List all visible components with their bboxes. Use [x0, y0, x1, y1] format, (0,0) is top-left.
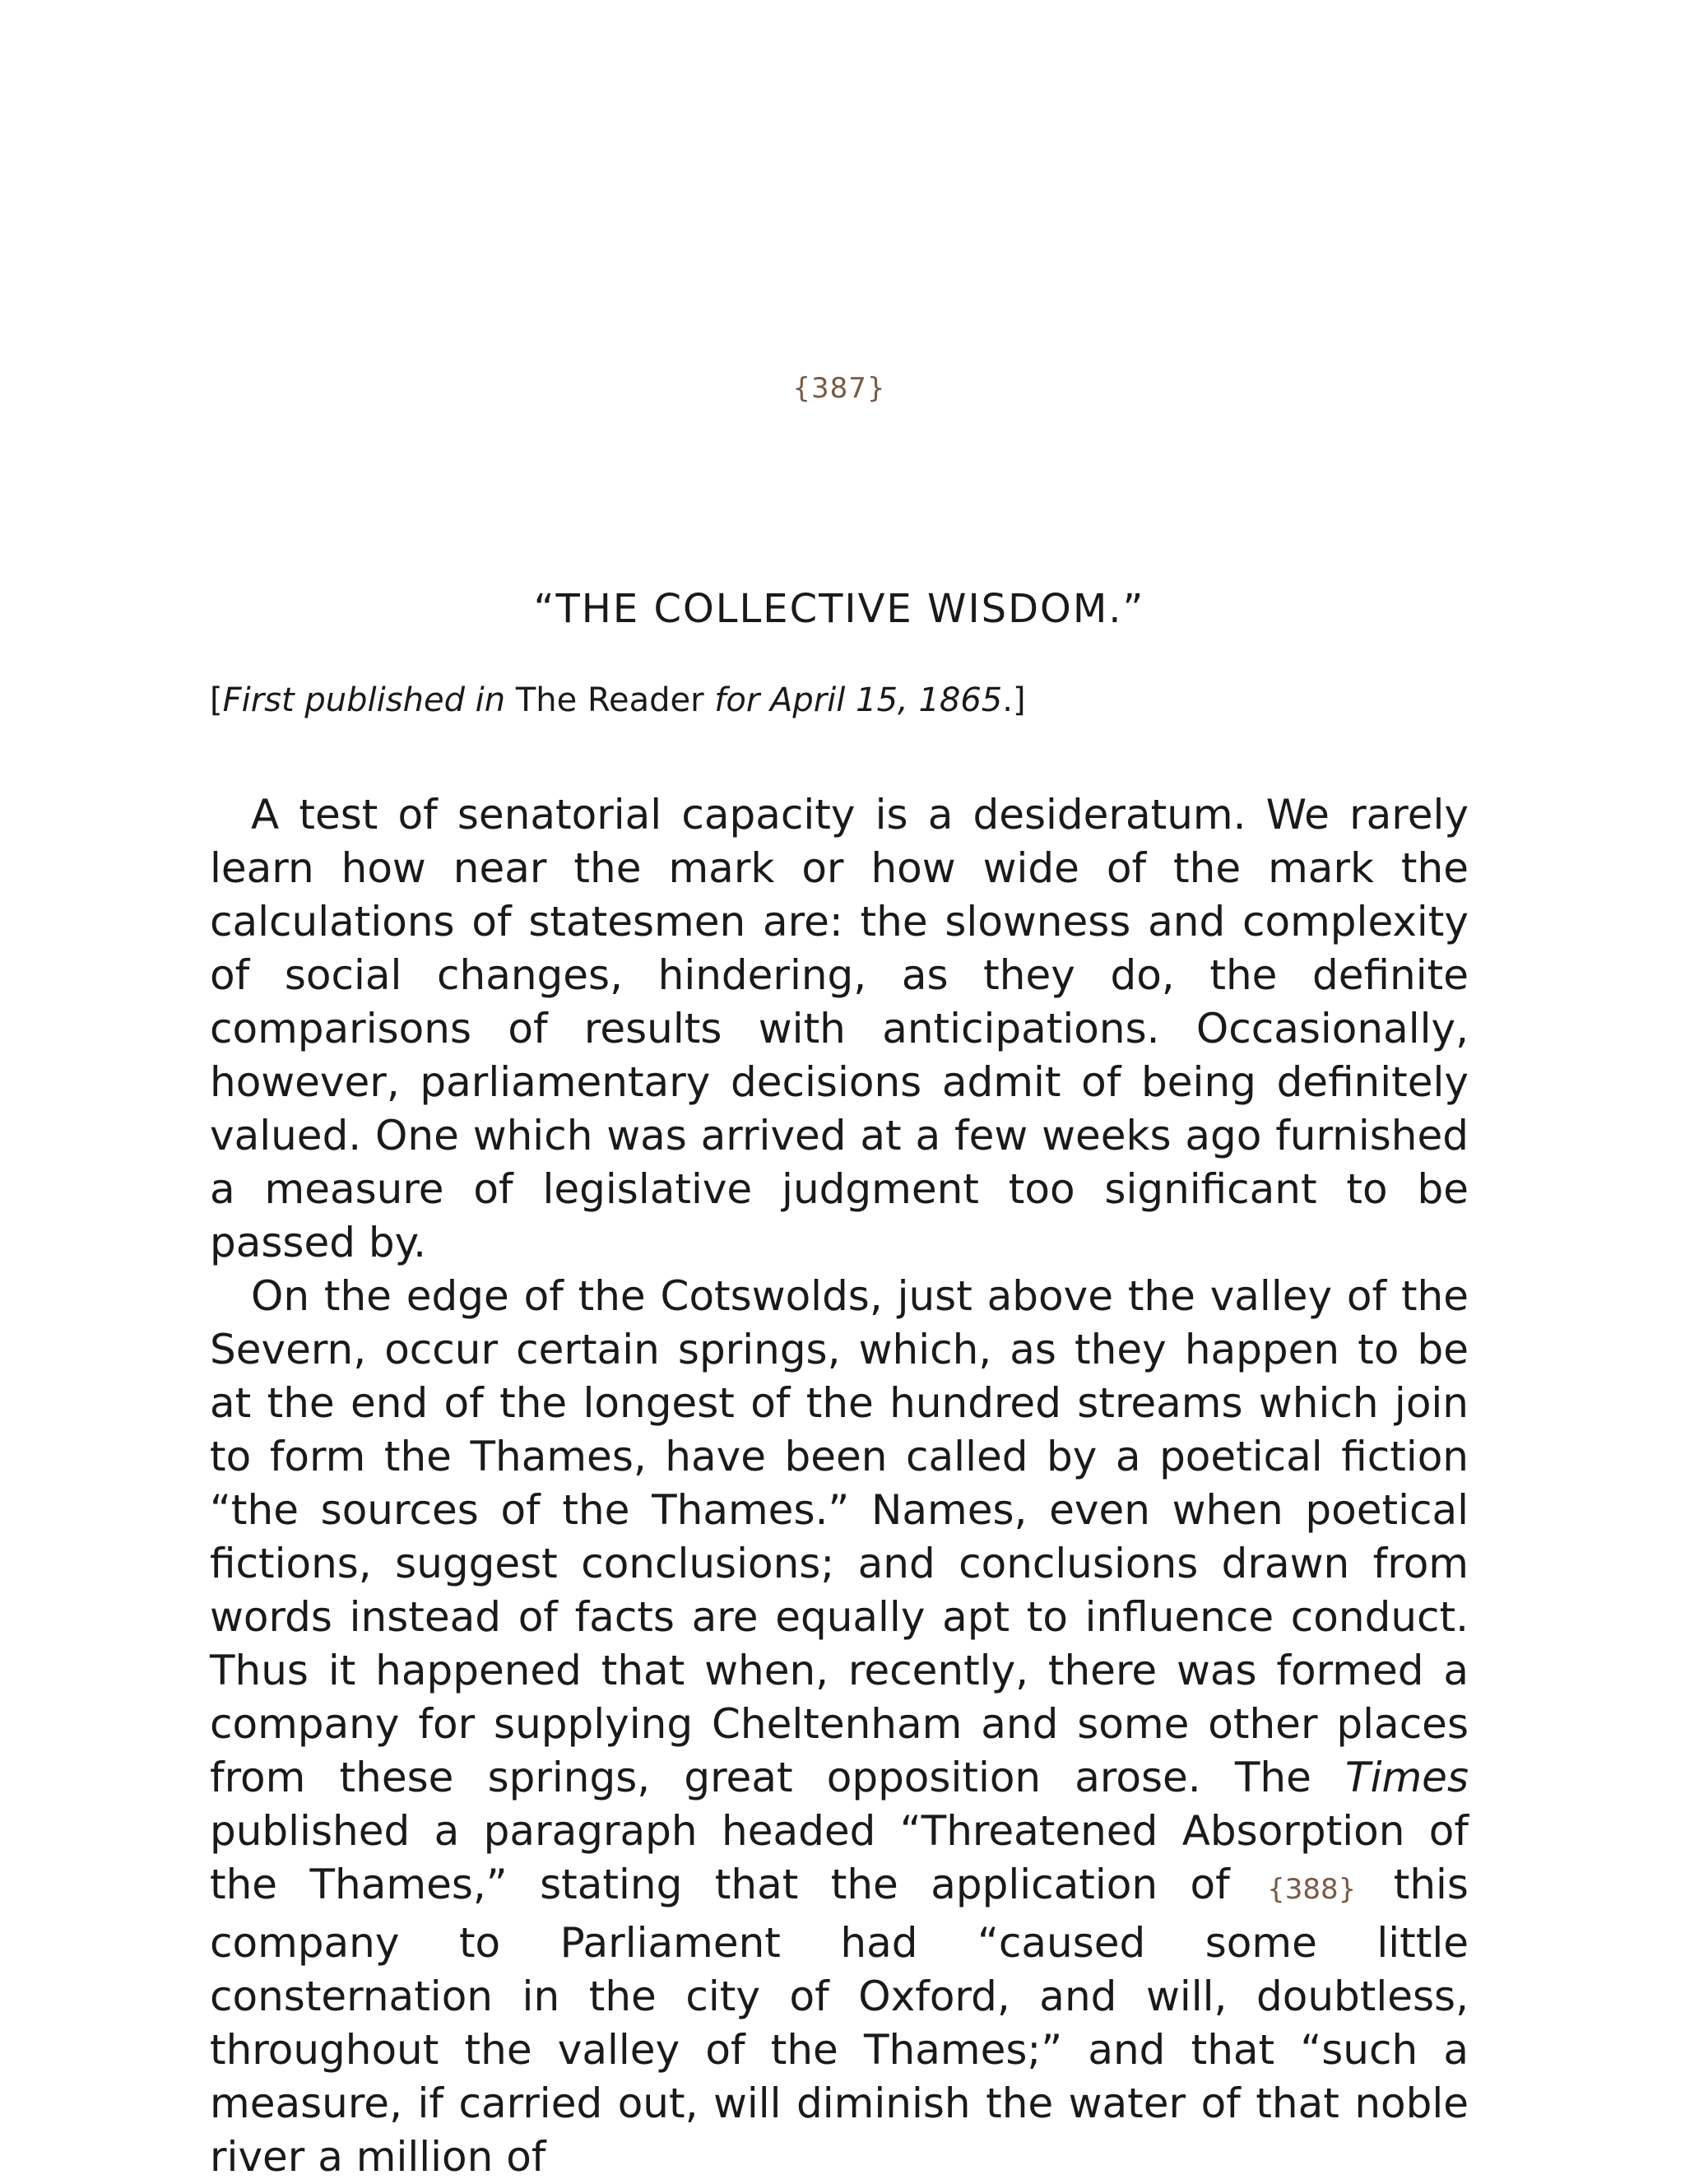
- pubnote-date: for April 15, 1865: [714, 681, 1003, 719]
- inline-page-number: {388}: [1267, 1873, 1357, 1906]
- paragraph-2: [210, 1270, 1469, 2184]
- paragraph-2-part-3: this company to Parliament had “caused some little consternation in the city of Oxford, and will, doubtless, throughout the valley of the Thames;” and that “such a measure, if carried out, will diminish the water of that noble river a million of: [210, 1861, 1469, 2181]
- paragraph-2-part-2: published a paragraph headed “Threatened Absorption of the Thames,” stating that the application of: [210, 1807, 1469, 1908]
- article-body: [210, 788, 1469, 2184]
- article-title: “THE COLLECTIVE WISDOM.”: [533, 586, 1145, 632]
- times-reference: Times: [1345, 1754, 1469, 1801]
- paragraph-2-part-1: On the edge of the Cotswolds, just above the valley of the Severn, occur certain springs, which, as they happen to be at the end of the longest of the hundred streams which join to form the Thames, have been called by a poetical fiction “the sources of the Thames.” Names, even when poetical fictions, suggest conclusions; and conclusions drawn from words instead of facts are equally apt to influence conduct. Thus it happened that when, recently, there was formed a company for supplying Cheltenham and some other places from these springs, great opposition arose. The: [210, 1272, 1469, 1801]
- page-number: {387}: [792, 372, 886, 405]
- pubnote-publication: The Reader: [515, 681, 704, 719]
- paragraph-1: A test of senatorial capacity is a desideratum. We rarely learn how near the mark or how wide of the mark the calculations of statesmen are: the slowness and complexity of social changes, hindering, as they do, the definite comparisons of results with anticipations. Occasionally, however, parliamentary decisions admit of being definitely valued. One which was arrived at a few weeks ago furnished a measure of legislative judgment too significant to be passed by.: [210, 791, 1469, 1266]
- publication-note: [210, 681, 1026, 719]
- pubnote-prefix: First published in: [222, 681, 506, 719]
- pubnote-open-bracket: [: [210, 681, 223, 719]
- pubnote-close: .]: [1002, 681, 1026, 719]
